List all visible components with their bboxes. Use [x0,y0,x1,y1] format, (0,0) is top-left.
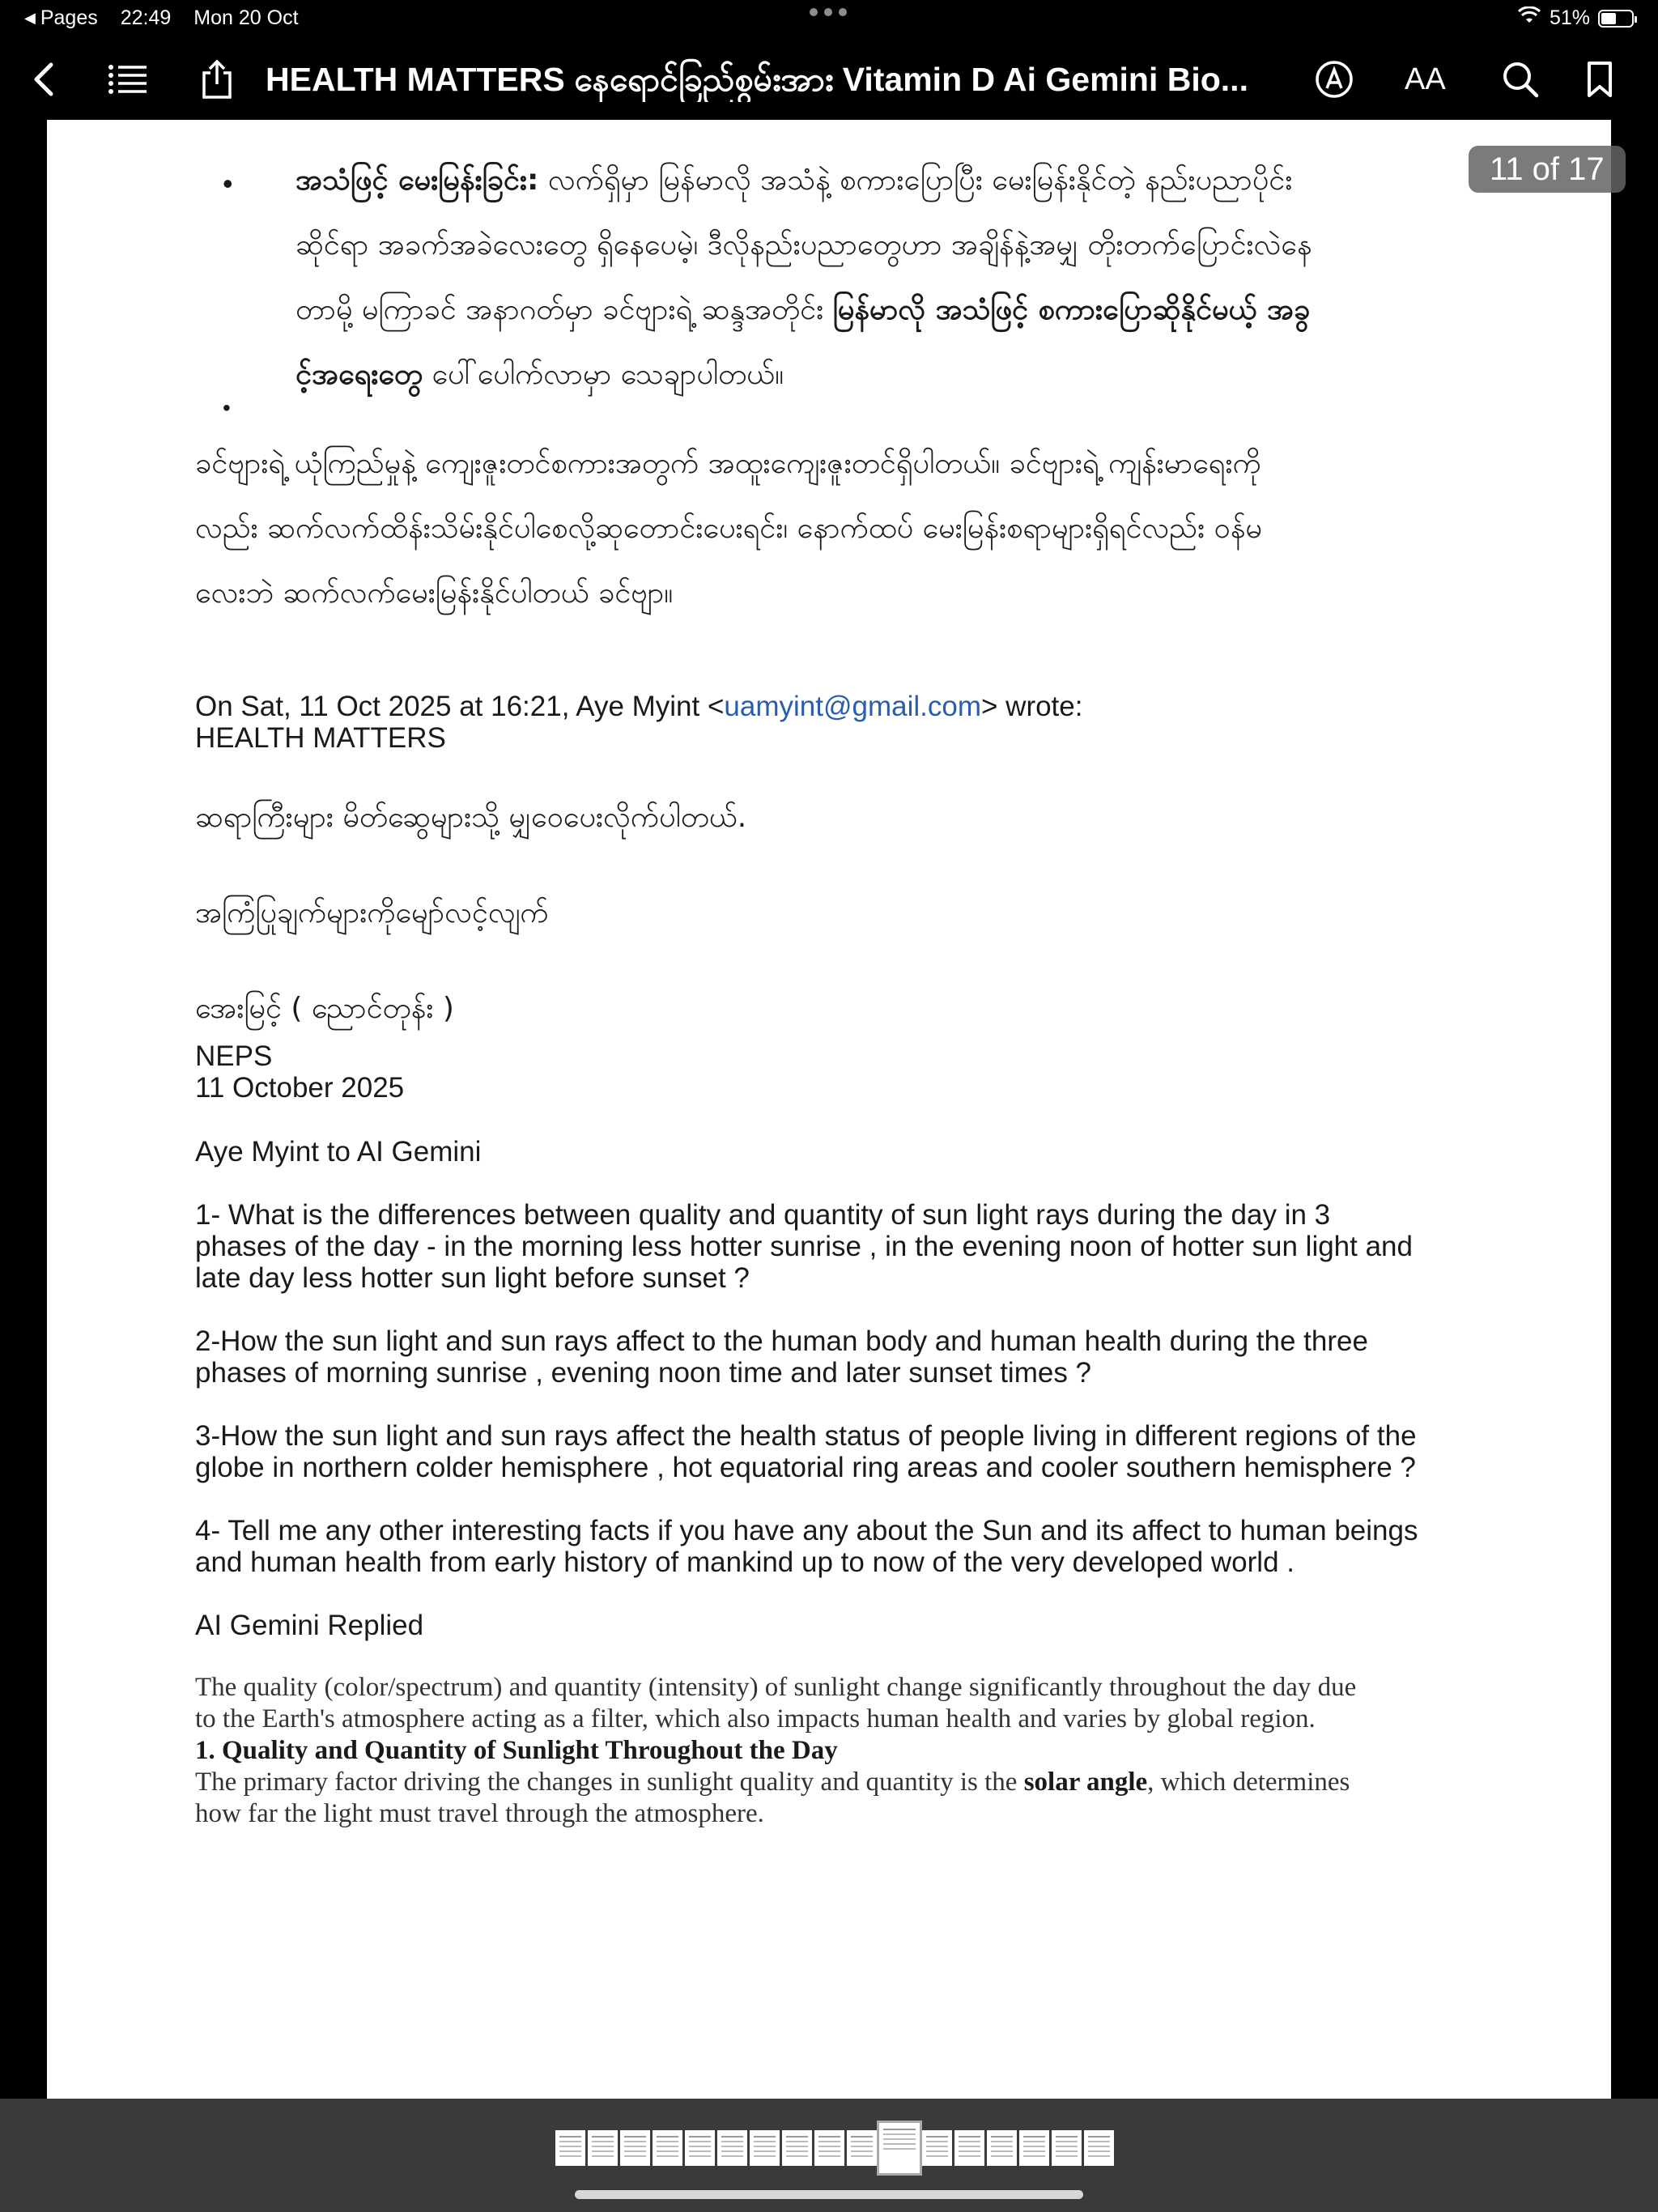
page-thumbnail[interactable] [653,2130,682,2166]
email-header-suffix: > wrote: [981,691,1083,722]
back-app-label: Pages [40,6,98,29]
empty-bullet-marker: • [223,395,231,420]
status-time: 22:49 [120,6,172,29]
paragraph-line: ခင်ဗျားရဲ့ ယုံကြည်မှုနဲ့ ကျေးဇူးတင်စကားအတွက် အထူးကျေးဇူးတင်ရှိပါတယ်။ ခင်ဗျားရဲ့ ကျန်းမာရေးကို [195,447,1261,480]
question-line: 1- What is the differences between quality and quantity of sun light rays during the day in 3 [195,1199,1331,1231]
page-thumbnail[interactable] [879,2123,920,2173]
share-icon[interactable] [194,57,240,102]
bookmark-icon[interactable] [1577,57,1622,102]
reply-line: how far the light must travel through the atmosphere. [195,1799,764,1828]
bullet-bold: င့်အရေးတွေ [295,358,423,391]
markup-icon[interactable] [1312,57,1357,102]
text-size-button[interactable] [1405,57,1446,102]
document-page[interactable] [47,120,1611,2099]
question-line: 2-How the sun light and sun rays affect to the human body and human health during the three [195,1325,1368,1357]
page-thumbnail[interactable] [1019,2130,1049,2166]
reply-line: to the Earth's atmosphere acting as a filter, which also impacts human health and varies by global region. [195,1704,1316,1733]
bullet-line: ပေါ်ပေါက်လာမှာ သေချာပါတယ်။ [432,358,784,391]
question-1 [195,1199,1507,1294]
page-indicator: 11 of 17 [1469,146,1626,193]
page-thumbnail[interactable] [717,2130,747,2166]
battery-percent: 51% [1549,6,1590,29]
email-link[interactable]: uamyint@gmail.com [724,691,981,722]
page-thumbnail[interactable] [555,2130,585,2166]
page-thumbnail[interactable] [954,2130,984,2166]
page-thumbnail[interactable] [588,2130,618,2166]
bullet-marker: • [223,167,233,200]
wifi-icon [1517,6,1541,30]
reply-label: AI Gemini Replied [195,1610,424,1641]
signature-date: 11 October 2025 [195,1072,405,1104]
back-chevron-icon[interactable] [21,57,66,102]
page-thumbnail[interactable] [922,2130,952,2166]
question-line: phases of morning sunrise , evening noon time and later sunset times ? [195,1357,1092,1389]
greeting: ဆရာကြီးများ မိတ်ဆွေများသို့ မျှဝေပေးလိုက်ပါတယ်. [195,801,747,834]
bullet-line: လက်ရှိမှာ မြန်မာလို အသံနဲ့ စကားပြောပြီး မေးမြန်းနိုင်တဲ့ နည်းပညာပိုင်း [547,164,1293,197]
bullet-bold: မြန်မာလို အသံဖြင့် စကားပြောဆိုနိုင်မယ့် အခွ [832,293,1311,326]
bullet-bold-lead: အသံဖြင့် မေးမြန်းခြင်း: [295,164,539,197]
question-line: phases of the day - in the morning less hotter sunrise , in the evening noon of hotter sun light and [195,1231,1413,1262]
reply-line: The quality (color/spectrum) and quantity (intensity) of sunlight change significantly throughout the day due [195,1673,1357,1702]
document-title: HEALTH MATTERS နေရောင်ခြည်စွမ်းအား Vitamin D Ai Gemini Bio... [266,61,1248,98]
page-thumbnail[interactable] [620,2130,650,2166]
question-2 [195,1325,1507,1389]
search-icon[interactable] [1498,57,1543,102]
signature-block [195,1040,1507,1104]
question-4 [195,1515,1507,1578]
bullet-line: ဆိုင်ရာ အခက်အခဲလေးတွေ ရှိနေပေမဲ့၊ ဒီလိုနည်းပညာတွေဟာ အချိန်နဲ့အမျှ တိုးတက်ပြောင်းလဲနေ [295,228,1312,262]
multitasking-dots[interactable] [810,8,847,16]
thanks-paragraph [195,432,1571,626]
status-date: Mon 20 Oct [193,6,299,29]
battery-icon [1598,10,1634,28]
question-line: 4- Tell me any other interesting facts if you have any about the Sun and its affect to human beings [195,1515,1418,1546]
list-icon[interactable] [105,57,151,102]
paragraph-line: လေးဘဲ ဆက်လက်မေးမြန်းနိုင်ပါတယ် ခင်ဗျာ။ [195,576,674,610]
page-thumbnail[interactable] [685,2130,715,2166]
question-line: globe in northern colder hemisphere , hot equatorial ring areas and cooler southern hemisphere ? [195,1452,1416,1483]
home-indicator[interactable] [575,2190,1083,2199]
question-line: late day less hotter sun light before sunset ? [195,1262,750,1294]
paragraph-line: လည်း ဆက်လက်ထိန်းသိမ်းနိုင်ပါစေလို့ဆုတောင်းပေးရင်း၊ နောက်ထပ် မေးမြန်းစရာများရှိရင်လည်း ဝန်မ [195,512,1262,545]
question-3 [195,1420,1507,1483]
status-bar [0,0,1658,39]
page-thumbnail[interactable] [750,2130,780,2166]
reader-toolbar [0,39,1658,120]
page-thumbnail[interactable] [1084,2130,1114,2166]
email-header-prefix: On Sat, 11 Oct 2025 at 16:21, Aye Myint < [195,691,725,722]
page-thumbnail[interactable] [782,2130,812,2166]
back-triangle-icon: ◀ [24,10,36,26]
page-thumbnail[interactable] [1052,2130,1082,2166]
page-thumbnail[interactable] [814,2130,844,2166]
email-subject: HEALTH MATTERS [195,722,446,754]
to-line: Aye Myint to AI Gemini [195,1136,482,1168]
text-size-label: AA [1405,62,1446,96]
reply-line: , which determines [1147,1767,1350,1797]
reply-body [195,1672,1507,1830]
bullet-paragraph-voice [295,148,1575,407]
question-line: and human health from early history of mankind up to now of the very developed world . [195,1546,1295,1578]
question-line: 3-How the sun light and sun rays affect the health status of people living in different regions of the [195,1420,1417,1452]
signature-name: အေးမြင့် ( ညောင်တုန်း ) [195,992,454,1025]
page-thumbnail[interactable] [987,2130,1017,2166]
section-heading: 1. Quality and Quantity of Sunlight Throughout the Day [195,1736,838,1765]
bullet-line: တာမို့ မကြာခင် အနာဂတ်မှာ ခင်ဗျားရဲ့ ဆန္ဒအတိုင်း [295,293,824,326]
reply-bold: solar angle [1023,1767,1148,1797]
back-to-app-link[interactable] [24,6,98,30]
signature-org: NEPS [195,1040,273,1072]
greeting-2: အကြံပြုချက်များကိုမျော်လင့်လျက် [195,896,549,929]
reply-line: The primary factor driving the changes in sunlight quality and quantity is the [195,1767,1024,1797]
email-header [195,691,1507,754]
thumbnail-list [555,2123,1114,2173]
page-thumbnail[interactable] [847,2130,877,2166]
